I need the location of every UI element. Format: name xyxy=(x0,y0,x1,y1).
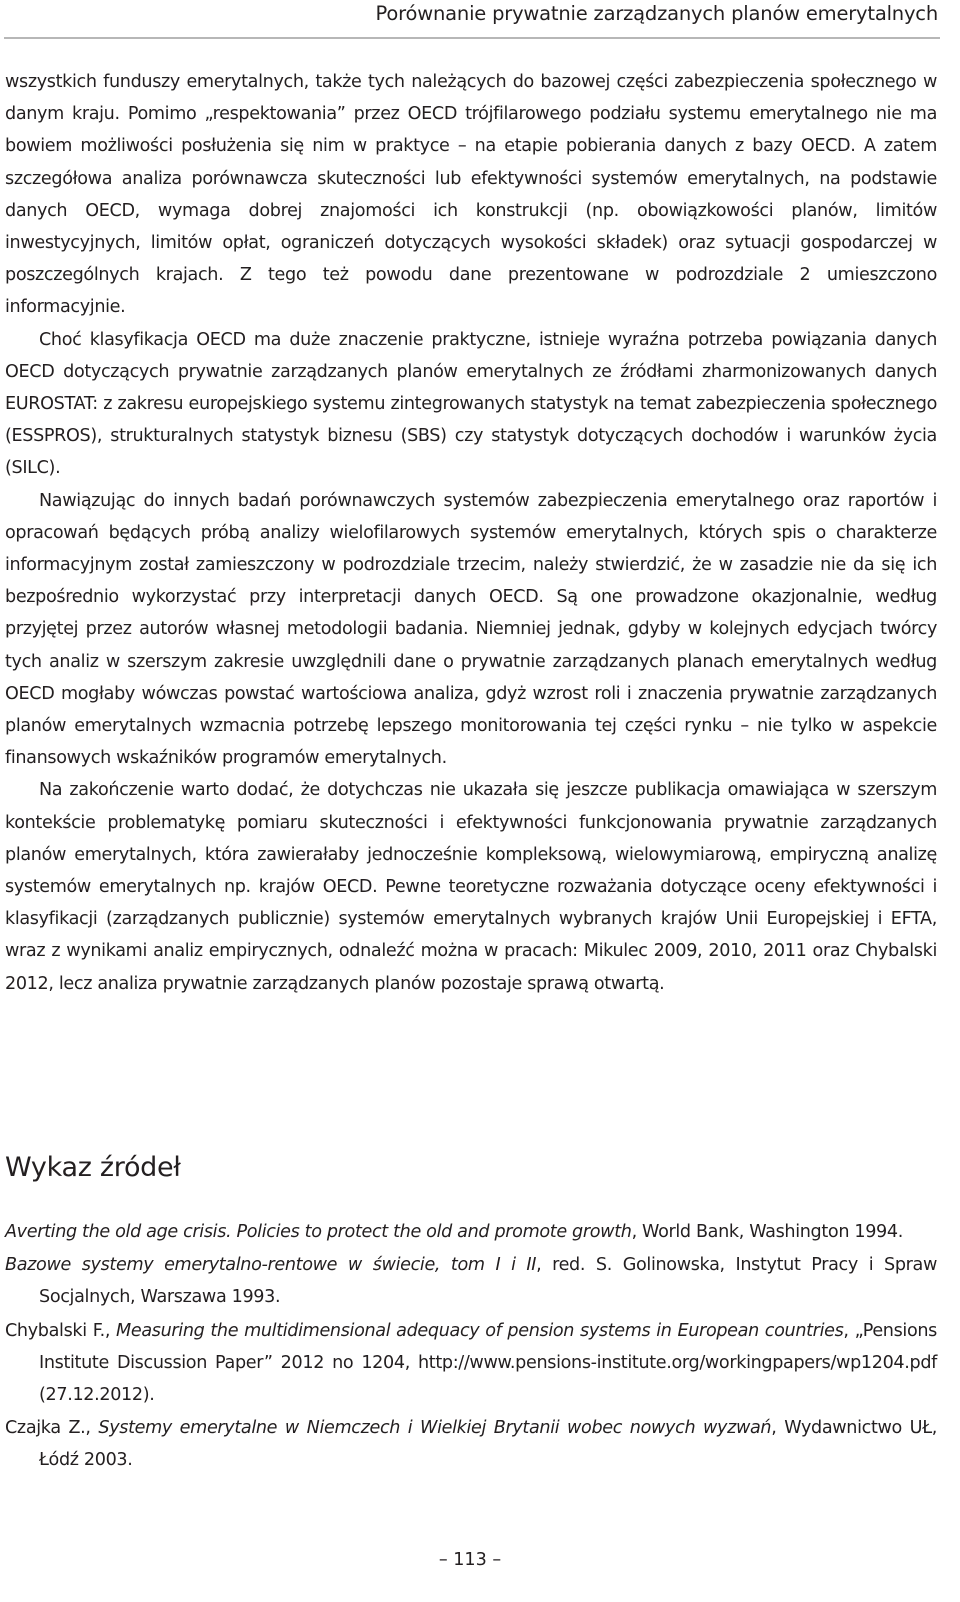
section-heading-sources: Wykaz źródeł xyxy=(5,1152,181,1183)
reference-author: Czajka Z., xyxy=(5,1418,99,1439)
paragraph: Nawiązując do innych badań porównawczych systemów zabezpieczenia emerytalnego oraz raportów i opracowań będących próbą analizy wielofilarowych systemów emerytalnych, których spis o charakterze informacyjnym został zamieszczony w podrozdziale trzecim, należy stwierdzić, że w zasadzie nie da się ich bezpośrednio wykorzystać przy interpretacji danych OECD. Są one prowadzone okazjonalnie, według przyjętej przez autorów własnej metodologii badania. Niemniej jednak, gdyby w kolejnych edycjach twórcy tych analiz w szerszym zakresie uwzględnili dane o prywatnie zarządzanych planach emerytalnych według OECD mogłaby wówczas powstać wartościowa analiza, gdyż wzrost roli i znaczenia prywatnie zarządzanych planów emerytalnych wzmacnia potrzebę lepszego monitorowania tej części rynku – nie tylko w aspekcie finansowych wskaźników programów emerytalnych. xyxy=(5,490,937,769)
reference-details: , World Bank, Washington 1994. xyxy=(631,1222,903,1242)
reference-item xyxy=(5,1216,937,1248)
reference-details: , „Pensions Institute Discussion Paper” 2012 no 1204, http://www.pensions-institute.org/workingpapers/wp1204.pdf (27.12.2012). xyxy=(39,1320,937,1406)
page-number: – 113 – xyxy=(438,1550,502,1570)
reference-details: , Wydawnictwo UŁ, Łódź 2003. xyxy=(39,1418,937,1471)
paragraph: wszystkich funduszy emerytalnych, także tych należących do bazowej części zabezpieczenia społecznego w danym kraju. Pomimo „respektowania” przez OECD trójfilarowego podziału systemu emerytalnego nie ma bowiem możliwości posłużenia się nim w praktyce – na etapie pobierania danych z bazy OECD. A zatem szczegółowa analiza porównawcza skuteczności lub efektywności systemów emerytalnych, na podstawie danych OECD, wymaga dobrej znajomości ich konstrukcji (np. obowiązkowości planów, limitów inwestycyjnych, limitów opłat, ograniczeń dotyczących wysokości składek) oraz sytuacji gospodarczej w poszczególnych krajach. Z tego też powodu dane prezentowane w podrozdziale 2 umieszczono informacyjnie. xyxy=(5,72,937,318)
reference-list xyxy=(5,1216,937,1477)
reference-item xyxy=(5,1412,937,1476)
reference-title: Averting the old age crisis. Policies to protect the old and promote growth xyxy=(5,1222,632,1242)
reference-details: , red. S. Golinowska, Instytut Pracy i Spraw Socjalnych, Warszawa 1993. xyxy=(39,1255,937,1308)
reference-title: Bazowe systemy emerytalno-rentowe w świecie, tom I i II xyxy=(5,1255,537,1276)
reference-title: Systemy emerytalne w Niemczech i Wielkiej Brytanii wobec nowych wyzwań xyxy=(98,1418,772,1439)
paragraph: Na zakończenie warto dodać, że dotychczas nie ukazała się jeszcze publikacja omawiająca w szerszym kontekście problematykę pomiaru skuteczności i efektywności funkcjonowania prywatnie zarządzanych planów emerytalnych, która zawierałaby jednocześnie kompleksową, wielowymiarową, empiryczną analizę systemów emerytalnych np. krajów OECD. Pewne teoretyczne rozważania dotyczące oceny efektywności i klasyfikacji (zarządzanych publicznie) systemów emerytalnych wybranych krajów Unii Europejskiej i EFTA, wraz z wynikami analiz empirycznych, odnaleźć można w pracach: Mikulec 2009, 2010, 2011 oraz Chybalski 2012, lecz analiza prywatnie zarządzanych planów pozostaje sprawą otwartą. xyxy=(5,780,937,994)
reference-author: Chybalski F., xyxy=(5,1320,117,1341)
header-divider xyxy=(4,37,940,39)
reference-title: Measuring the multidimensional adequacy of pension systems in European countries xyxy=(116,1320,844,1341)
reference-item xyxy=(5,1249,937,1313)
running-header: Porównanie prywatnie zarządzanych planów emerytalnych xyxy=(375,2,938,25)
reference-item xyxy=(5,1315,937,1412)
paragraph: Choć klasyfikacja OECD ma duże znaczenie praktyczne, istnieje wyraźna potrzeba powiązania danych OECD dotyczących prywatnie zarządzanych planów emerytalnych ze źródłami zharmonizowanych danych EUROSTAT: z zakresu europejskiego systemu zintegrowanych statystyk na temat zabezpieczenia społecznego (ESSPROS), strukturalnych statystyk biznesu (SBS) czy statystyk dotyczących dochodów i warunków życia (SILC). xyxy=(5,329,937,479)
body-text xyxy=(5,66,937,1000)
